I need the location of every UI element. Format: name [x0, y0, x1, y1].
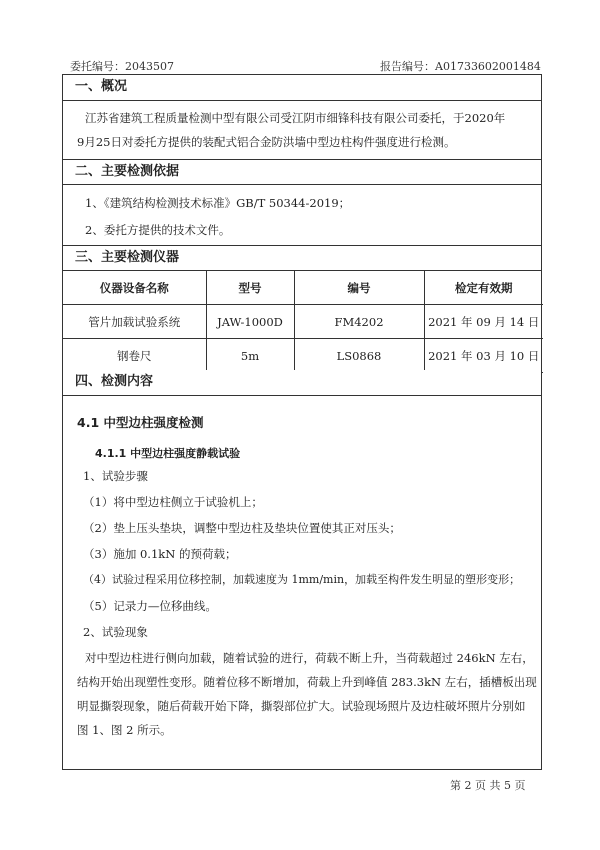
sub-subsection-title: 4.1.1 中型边柱强度静载试验: [95, 447, 241, 460]
instrument-validity: 2021 年 03 月 10 日: [424, 339, 543, 373]
basis-item-2: 2、委托方提供的技术文件。: [85, 223, 231, 237]
instruments-header-row: [63, 271, 543, 305]
basis-item-1: 1、《建筑结构检测技术标准》GB/T 50344-2019；: [85, 196, 351, 210]
instrument-name: 管片加载试验系统: [63, 305, 206, 339]
page-number: 第 2 页 共 5 页: [450, 779, 526, 792]
step-3: （3）施加 0.1kN 的预荷载；: [83, 547, 237, 561]
table-row: [63, 339, 543, 373]
step-5: （5）记录力—位移曲线。: [83, 599, 217, 613]
phenomena-text-line3: 明显撕裂现象，随后荷载开始下降，撕裂部位扩大。试验现场照片及边柱破坏照片分别如: [77, 699, 526, 713]
report-number: 报告编号：A01733602001484: [380, 60, 541, 73]
instrument-name: 钢卷尺: [63, 339, 206, 373]
overview-text-line1: 江苏省建筑工程质量检测中型有限公司受江阴市细锋科技有限公司委托，于2020年: [85, 111, 506, 125]
step-1: （1）将中型边柱侧立于试验机上；: [83, 495, 263, 509]
section-instruments-title: 三、主要检测仪器: [63, 245, 541, 271]
report-frame: [62, 74, 542, 770]
col-header-validity: 检定有效期: [424, 271, 543, 305]
instrument-number: LS0868: [294, 339, 424, 373]
section-content-title: 四、检测内容: [63, 370, 541, 396]
step-2: （2）垫上压头垫块，调整中型边柱及垫块位置使其正对压头；: [83, 521, 401, 535]
col-header-model: 型号: [206, 271, 294, 305]
phenomena-text-line1: 对中型边柱进行侧向加载，随着试验的进行，荷载不断上升，当荷载超过 246kN 左右，: [85, 651, 534, 665]
col-header-name: 仪器设备名称: [63, 271, 206, 305]
step-4: （4）试验过程采用位移控制，加载速度为 1mm/min，加载至构件发生明显的塑形变形；: [83, 573, 521, 586]
instrument-model: JAW-1000D: [206, 305, 294, 339]
section-overview-title: 一、概况: [63, 75, 541, 101]
subsection-title: 4.1 中型边柱强度检测: [77, 415, 204, 430]
instrument-model: 5m: [206, 339, 294, 373]
phenomena-title: 2、试验现象: [83, 625, 148, 639]
col-header-number: 编号: [294, 271, 424, 305]
section-basis-title: 二、主要检测依据: [63, 159, 541, 185]
phenomena-text-line4: 图 1、图 2 所示。: [77, 723, 172, 737]
table-row: [63, 305, 543, 339]
instrument-number: FM4202: [294, 305, 424, 339]
instrument-validity: 2021 年 09 月 14 日: [424, 305, 543, 339]
overview-text-line2: 9月25日对委托方提供的装配式铝合金防洪墙中型边柱构件强度进行检测。: [77, 135, 456, 149]
phenomena-text-line2: 结构开始出现塑性变形。随着位移不断增加，荷载上升到峰值 283.3kN 左右，插槽板出现: [77, 675, 537, 689]
commission-number: 委托编号：2043507: [70, 60, 174, 73]
instruments-table: [63, 271, 543, 373]
steps-title: 1、试验步骤: [83, 469, 148, 483]
